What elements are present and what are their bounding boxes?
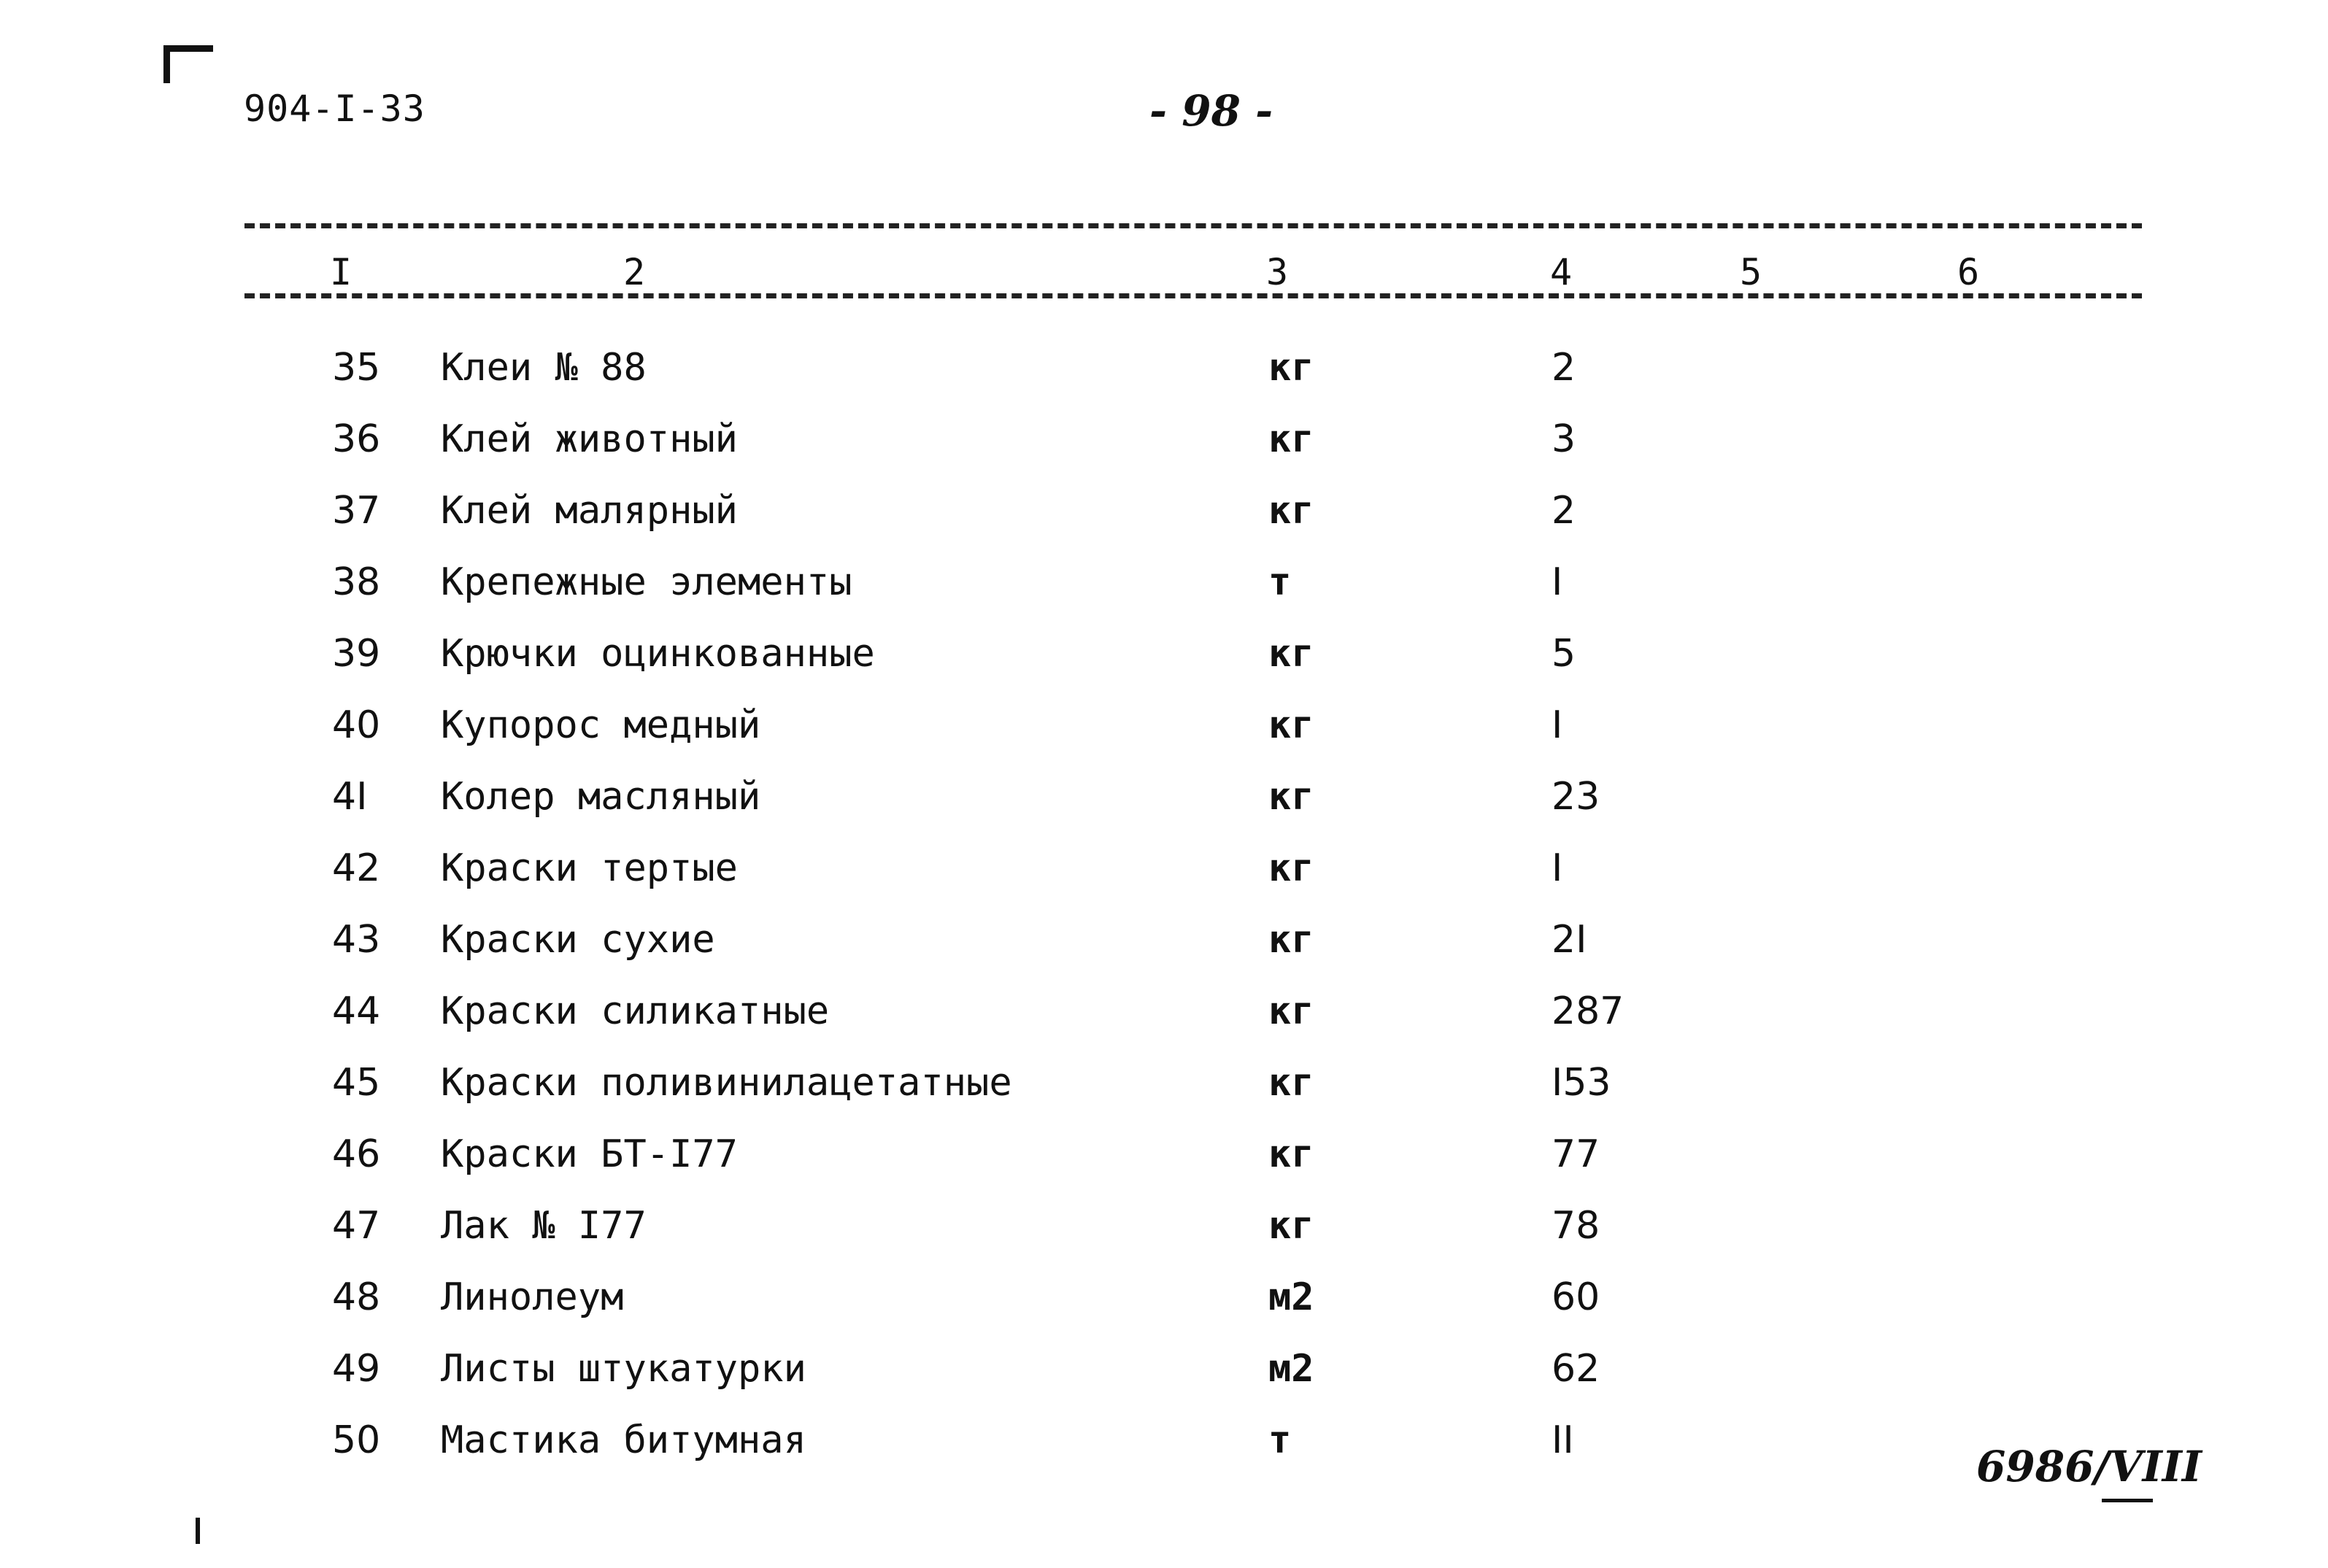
row-number: 47 [332, 1204, 381, 1248]
row-number: 48 [332, 1275, 381, 1319]
material-name: Краски сухие [441, 918, 715, 962]
material-name: Крепежные элементы [441, 560, 852, 604]
unit-of-measure: кг [1268, 489, 1314, 533]
quantity: I [1552, 560, 1563, 604]
quantity: I53 [1552, 1061, 1611, 1105]
row-number: 42 [332, 846, 381, 890]
unit-of-measure: м2 [1268, 1347, 1314, 1391]
table-top-rule [244, 223, 2142, 228]
unit-of-measure: кг [1268, 1061, 1314, 1105]
material-name: Колер масляный [441, 775, 761, 819]
column-header-3: 3 [1266, 251, 1289, 293]
row-number: 36 [332, 417, 381, 461]
quantity: I [1552, 703, 1563, 747]
row-number: 50 [332, 1418, 381, 1462]
unit-of-measure: кг [1268, 346, 1314, 390]
unit-of-measure: кг [1268, 989, 1314, 1033]
row-number: 44 [332, 989, 381, 1033]
quantity: 60 [1552, 1275, 1600, 1319]
unit-of-measure: кг [1268, 918, 1314, 962]
unit-of-measure: кг [1268, 775, 1314, 819]
row-number: 45 [332, 1061, 381, 1105]
unit-of-measure: кг [1268, 417, 1314, 461]
row-number: 35 [332, 346, 381, 390]
archive-mark: 6986/VIII [1976, 1442, 2202, 1491]
material-name: Клей малярный [441, 489, 738, 533]
material-name: Мастика битумная [441, 1418, 806, 1462]
page-number: - 98 - [1149, 86, 1273, 136]
quantity: 2I [1552, 918, 1587, 962]
material-name: Лак № I77 [441, 1204, 647, 1248]
unit-of-measure: т [1268, 560, 1292, 604]
material-name: Краски поливинилацетатные [441, 1061, 1012, 1105]
quantity: 2 [1552, 346, 1576, 390]
quantity: 23 [1552, 775, 1600, 819]
material-name: Краски БТ-I77 [441, 1132, 738, 1176]
column-header-6: 6 [1957, 251, 1980, 293]
document-code: 904-I-33 [244, 88, 425, 130]
row-number: 40 [332, 703, 381, 747]
quantity: 78 [1552, 1204, 1600, 1248]
row-number: 4I [332, 775, 368, 819]
quantity: 77 [1552, 1132, 1600, 1176]
material-name: Краски силикатные [441, 989, 830, 1033]
material-name: Крючки оцинкованные [441, 632, 875, 676]
column-header-1: I [330, 251, 352, 293]
unit-of-measure: кг [1268, 632, 1314, 676]
row-number: 43 [332, 918, 381, 962]
quantity: 2 [1552, 489, 1576, 533]
corner-mark [163, 45, 213, 83]
quantity: 5 [1552, 632, 1576, 676]
material-name: Купорос медный [441, 703, 761, 747]
margin-tick-mark [196, 1518, 200, 1544]
unit-of-measure: кг [1268, 1132, 1314, 1176]
material-name: Листы штукатурки [441, 1347, 806, 1391]
row-number: 38 [332, 560, 381, 604]
quantity: 62 [1552, 1347, 1600, 1391]
unit-of-measure: кг [1268, 1204, 1314, 1248]
unit-of-measure: кг [1268, 703, 1314, 747]
column-header-5: 5 [1740, 251, 1762, 293]
material-name: Клей животный [441, 417, 738, 461]
row-number: 37 [332, 489, 381, 533]
row-number: 49 [332, 1347, 381, 1391]
quantity: II [1552, 1418, 1574, 1462]
unit-of-measure: т [1268, 1418, 1292, 1462]
archive-mark-underline [2102, 1499, 2153, 1502]
row-number: 46 [332, 1132, 381, 1176]
unit-of-measure: м2 [1268, 1275, 1314, 1319]
material-name: Краски тертые [441, 846, 738, 890]
quantity: 3 [1552, 417, 1576, 461]
quantity: 287 [1552, 989, 1624, 1033]
unit-of-measure: кг [1268, 846, 1314, 890]
row-number: 39 [332, 632, 381, 676]
quantity: I [1552, 846, 1563, 890]
material-name: Линолеум [441, 1275, 624, 1319]
column-header-4: 4 [1550, 251, 1573, 293]
table-header-rule [244, 293, 2142, 298]
material-name: Клеи № 88 [441, 346, 647, 390]
column-header-2: 2 [623, 251, 646, 293]
